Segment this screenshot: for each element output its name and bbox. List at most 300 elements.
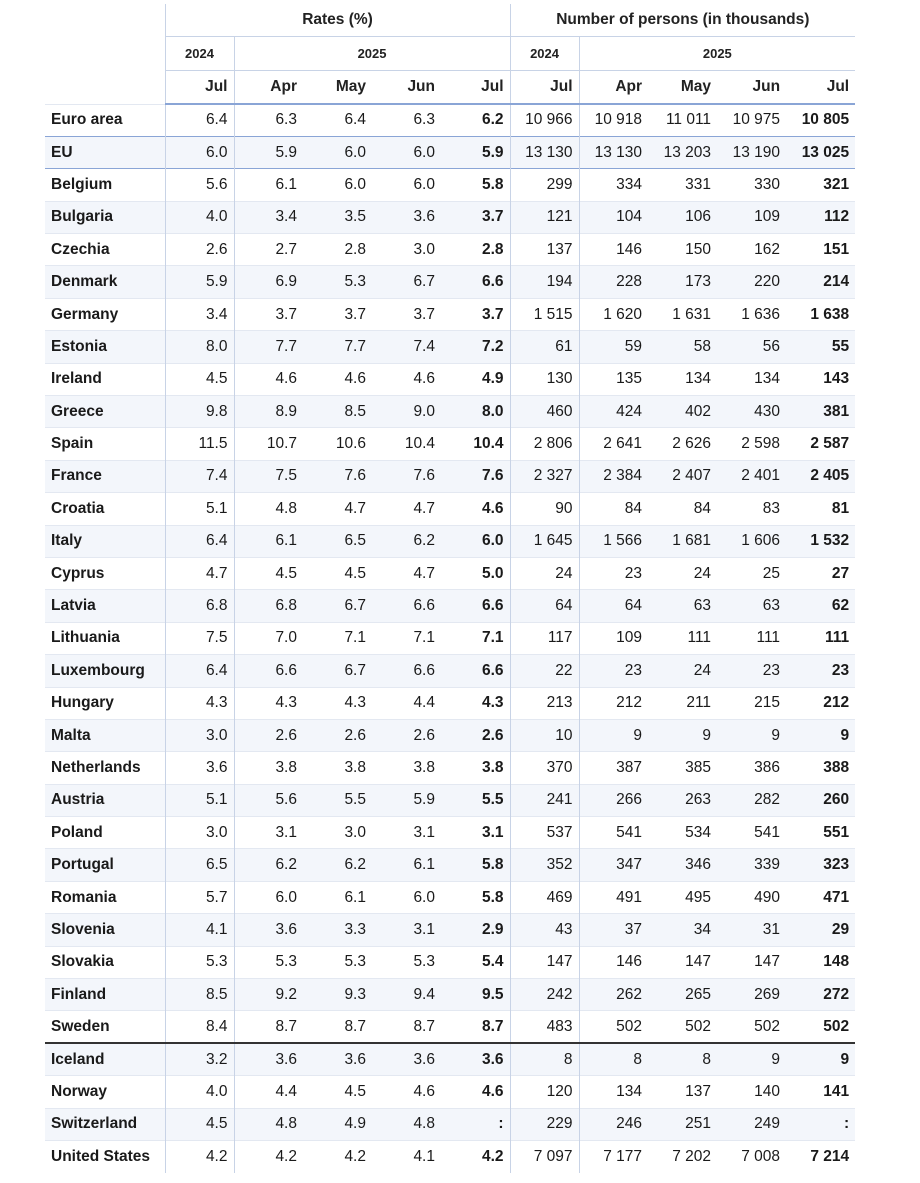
rate-cell: 4.9	[441, 363, 510, 395]
persons-cell: 1 566	[579, 525, 648, 557]
rate-cell: 4.2	[303, 1141, 372, 1173]
persons-cell: 13 025	[786, 136, 855, 168]
rate-cell: 5.6	[165, 169, 234, 201]
table-row	[45, 914, 855, 946]
persons-cell: 23	[717, 655, 786, 687]
rate-cell: 2.6	[303, 719, 372, 751]
persons-cell: 381	[786, 396, 855, 428]
rate-cell: 3.0	[372, 234, 441, 266]
rate-cell: 6.0	[372, 169, 441, 201]
persons-cell: 331	[648, 169, 717, 201]
persons-cell: 323	[786, 849, 855, 881]
persons-cell: 502	[786, 1011, 855, 1043]
persons-cell: 1 681	[648, 525, 717, 557]
persons-cell: 1 631	[648, 298, 717, 330]
persons-cell: 495	[648, 881, 717, 913]
rate-cell: 6.1	[372, 849, 441, 881]
persons-cell: 212	[786, 687, 855, 719]
persons-cell: 215	[717, 687, 786, 719]
rate-cell: 4.6	[303, 363, 372, 395]
rate-cell: 4.1	[165, 914, 234, 946]
persons-cell: 471	[786, 881, 855, 913]
table-row	[45, 784, 855, 816]
rate-cell: 4.2	[165, 1141, 234, 1173]
persons-cell: 229	[510, 1108, 579, 1140]
rate-cell: 2.6	[372, 719, 441, 751]
persons-cell: 130	[510, 363, 579, 395]
rate-cell: 6.2	[303, 849, 372, 881]
country-name: Malta	[45, 719, 165, 751]
persons-cell: 109	[717, 201, 786, 233]
country-name: Slovakia	[45, 946, 165, 978]
persons-cell: 55	[786, 331, 855, 363]
rate-cell: 3.0	[303, 817, 372, 849]
persons-cell: 9	[648, 719, 717, 751]
rate-cell: 3.8	[372, 752, 441, 784]
rate-cell: 4.6	[441, 1076, 510, 1108]
persons-cell: 9	[786, 1043, 855, 1075]
persons-cell: 83	[717, 493, 786, 525]
persons-cell: 104	[579, 201, 648, 233]
rate-cell: 6.5	[165, 849, 234, 881]
persons-cell: 8	[510, 1043, 579, 1075]
persons-cell: 8	[648, 1043, 717, 1075]
persons-cell: 272	[786, 979, 855, 1011]
rate-cell: 5.9	[372, 784, 441, 816]
persons-cell: 260	[786, 784, 855, 816]
rate-cell: 3.2	[165, 1043, 234, 1075]
persons-cell: 2 641	[579, 428, 648, 460]
table-row	[45, 266, 855, 298]
persons-cell: 10 975	[717, 104, 786, 136]
persons-cell: 117	[510, 622, 579, 654]
persons-cell: 9	[717, 1043, 786, 1075]
rate-cell: 6.0	[303, 136, 372, 168]
rate-cell: 6.6	[372, 590, 441, 622]
persons-cell: 112	[786, 201, 855, 233]
persons-cell: 109	[579, 622, 648, 654]
rate-cell: 3.4	[234, 201, 303, 233]
country-name: Denmark	[45, 266, 165, 298]
persons-cell: 387	[579, 752, 648, 784]
corner-cell	[45, 4, 165, 104]
table-row	[45, 1076, 855, 1108]
table-row	[45, 979, 855, 1011]
persons-cell: 27	[786, 557, 855, 589]
persons-cell: 59	[579, 331, 648, 363]
rates-month-header: Apr	[234, 70, 303, 104]
persons-cell: 7 177	[579, 1141, 648, 1173]
rate-cell: 6.2	[441, 104, 510, 136]
persons-cell: 241	[510, 784, 579, 816]
rate-cell: 4.7	[372, 493, 441, 525]
persons-cell: 29	[786, 914, 855, 946]
rate-cell: 3.1	[372, 914, 441, 946]
table-row	[45, 396, 855, 428]
rate-cell: 3.8	[303, 752, 372, 784]
rate-cell: 2.6	[441, 719, 510, 751]
rate-cell: 5.9	[234, 136, 303, 168]
rate-cell: 5.6	[234, 784, 303, 816]
persons-cell: 34	[648, 914, 717, 946]
rate-cell: 4.4	[234, 1076, 303, 1108]
rate-cell: 6.8	[234, 590, 303, 622]
rate-cell: 3.1	[441, 817, 510, 849]
country-name: Luxembourg	[45, 655, 165, 687]
persons-cell: 282	[717, 784, 786, 816]
persons-cell: 9	[786, 719, 855, 751]
persons-cell: 10 966	[510, 104, 579, 136]
rate-cell: 4.2	[234, 1141, 303, 1173]
rate-cell: 9.4	[372, 979, 441, 1011]
rate-cell: 2.8	[303, 234, 372, 266]
persons-cell: 251	[648, 1108, 717, 1140]
persons-cell: 1 532	[786, 525, 855, 557]
country-name: Cyprus	[45, 557, 165, 589]
persons-cell: 402	[648, 396, 717, 428]
rate-cell: 6.3	[372, 104, 441, 136]
persons-cell: 1 515	[510, 298, 579, 330]
unemployment-table-container	[45, 4, 855, 1173]
persons-cell: :	[786, 1108, 855, 1140]
country-name: Poland	[45, 817, 165, 849]
rate-cell: 8.7	[303, 1011, 372, 1043]
rate-cell: 5.9	[165, 266, 234, 298]
rate-cell: 3.6	[303, 1043, 372, 1075]
rate-cell: 9.2	[234, 979, 303, 1011]
rate-cell: 7.1	[441, 622, 510, 654]
persons-cell: 2 626	[648, 428, 717, 460]
rate-cell: 7.1	[303, 622, 372, 654]
table-row	[45, 557, 855, 589]
rate-cell: 4.3	[234, 687, 303, 719]
country-name: Austria	[45, 784, 165, 816]
rate-cell: 6.1	[234, 169, 303, 201]
rate-cell: 5.1	[165, 493, 234, 525]
country-name: Croatia	[45, 493, 165, 525]
persons-cell: 2 327	[510, 460, 579, 492]
persons-cell: 58	[648, 331, 717, 363]
rate-cell: 3.0	[165, 817, 234, 849]
rate-cell: 6.8	[165, 590, 234, 622]
rate-cell: 4.6	[372, 1076, 441, 1108]
country-name: Spain	[45, 428, 165, 460]
country-name: Netherlands	[45, 752, 165, 784]
rate-cell: 8.7	[234, 1011, 303, 1043]
persons-cell: 352	[510, 849, 579, 881]
table-row	[45, 719, 855, 751]
rate-cell: 9.0	[372, 396, 441, 428]
persons-cell: 63	[648, 590, 717, 622]
rate-cell: 4.2	[441, 1141, 510, 1173]
rate-cell: 4.5	[234, 557, 303, 589]
table-row	[45, 136, 855, 168]
rate-cell: 8.0	[165, 331, 234, 363]
rate-cell: 7.7	[234, 331, 303, 363]
rate-cell: 5.7	[165, 881, 234, 913]
persons-cell: 537	[510, 817, 579, 849]
persons-cell: 339	[717, 849, 786, 881]
persons-cell: 23	[579, 557, 648, 589]
persons-cell: 211	[648, 687, 717, 719]
table-row	[45, 201, 855, 233]
persons-cell: 24	[648, 655, 717, 687]
rate-cell: 6.6	[441, 655, 510, 687]
persons-cell: 8	[579, 1043, 648, 1075]
rate-cell: 6.0	[303, 169, 372, 201]
persons-cell: 63	[717, 590, 786, 622]
persons-cell: 13 130	[510, 136, 579, 168]
persons-cell: 37	[579, 914, 648, 946]
persons-cell: 265	[648, 979, 717, 1011]
rate-cell: 7.6	[441, 460, 510, 492]
rate-cell: 4.5	[303, 557, 372, 589]
rate-cell: 3.7	[372, 298, 441, 330]
table-row	[45, 1141, 855, 1173]
rate-cell: 3.6	[165, 752, 234, 784]
rate-cell: 3.7	[303, 298, 372, 330]
persons-year-2024: 2024	[510, 36, 579, 70]
rate-cell: 8.9	[234, 396, 303, 428]
rate-cell: 7.7	[303, 331, 372, 363]
rate-cell: 5.0	[441, 557, 510, 589]
persons-cell: 541	[579, 817, 648, 849]
rate-cell: 7.5	[234, 460, 303, 492]
persons-cell: 146	[579, 234, 648, 266]
table-header	[45, 4, 855, 104]
persons-cell: 269	[717, 979, 786, 1011]
persons-cell: 242	[510, 979, 579, 1011]
rate-cell: 6.0	[165, 136, 234, 168]
persons-cell: 7 202	[648, 1141, 717, 1173]
country-name: Slovenia	[45, 914, 165, 946]
rate-cell: 6.2	[234, 849, 303, 881]
persons-cell: 212	[579, 687, 648, 719]
persons-cell: 2 384	[579, 460, 648, 492]
table-row	[45, 104, 855, 136]
table-row	[45, 331, 855, 363]
persons-cell: 61	[510, 331, 579, 363]
persons-cell: 213	[510, 687, 579, 719]
persons-cell: 151	[786, 234, 855, 266]
persons-cell: 266	[579, 784, 648, 816]
persons-cell: 551	[786, 817, 855, 849]
rate-cell: 9.3	[303, 979, 372, 1011]
country-name: Sweden	[45, 1011, 165, 1043]
table-row	[45, 946, 855, 978]
persons-cell: 147	[648, 946, 717, 978]
rate-cell: 3.6	[441, 1043, 510, 1075]
persons-cell: 84	[648, 493, 717, 525]
rate-cell: 4.7	[165, 557, 234, 589]
table-row	[45, 428, 855, 460]
rate-cell: 4.3	[165, 687, 234, 719]
persons-cell: 491	[579, 881, 648, 913]
rate-cell: 8.7	[441, 1011, 510, 1043]
persons-group-header: Number of persons (in thousands)	[510, 4, 855, 36]
rate-cell: 6.4	[165, 104, 234, 136]
rate-cell: 6.7	[303, 590, 372, 622]
rate-cell: 4.6	[372, 363, 441, 395]
rate-cell: 4.8	[372, 1108, 441, 1140]
rate-cell: 6.2	[372, 525, 441, 557]
country-name: Iceland	[45, 1043, 165, 1075]
persons-year-2025: 2025	[579, 36, 855, 70]
table-row	[45, 525, 855, 557]
country-name: Ireland	[45, 363, 165, 395]
persons-cell: 140	[717, 1076, 786, 1108]
table-row	[45, 881, 855, 913]
rate-cell: 11.5	[165, 428, 234, 460]
rate-cell: 3.5	[303, 201, 372, 233]
rate-cell: 6.1	[234, 525, 303, 557]
country-name: Portugal	[45, 849, 165, 881]
persons-cell: 111	[648, 622, 717, 654]
persons-cell: 334	[579, 169, 648, 201]
rates-group-header: Rates (%)	[165, 4, 510, 36]
table-row	[45, 655, 855, 687]
rate-cell: 2.8	[441, 234, 510, 266]
persons-cell: 385	[648, 752, 717, 784]
rate-cell: 6.0	[234, 881, 303, 913]
persons-cell: 56	[717, 331, 786, 363]
rate-cell: 6.5	[303, 525, 372, 557]
rate-cell: 4.5	[303, 1076, 372, 1108]
rate-cell: 4.5	[165, 363, 234, 395]
persons-cell: 9	[579, 719, 648, 751]
rate-cell: 6.7	[372, 266, 441, 298]
rate-cell: 5.9	[441, 136, 510, 168]
persons-cell: 147	[717, 946, 786, 978]
table-body	[45, 104, 855, 1173]
table-row	[45, 590, 855, 622]
persons-cell: 370	[510, 752, 579, 784]
persons-cell: 134	[648, 363, 717, 395]
rate-cell: 6.0	[372, 881, 441, 913]
persons-cell: 2 587	[786, 428, 855, 460]
rate-cell: 5.4	[441, 946, 510, 978]
rate-cell: 6.4	[303, 104, 372, 136]
rate-cell: 6.6	[234, 655, 303, 687]
country-name: Bulgaria	[45, 201, 165, 233]
rate-cell: 2.6	[165, 234, 234, 266]
persons-cell: 228	[579, 266, 648, 298]
country-name: Belgium	[45, 169, 165, 201]
persons-cell: 483	[510, 1011, 579, 1043]
persons-cell: 84	[579, 493, 648, 525]
rates-month-header: Jun	[372, 70, 441, 104]
rate-cell: 3.7	[234, 298, 303, 330]
persons-cell: 111	[717, 622, 786, 654]
rate-cell: 3.0	[165, 719, 234, 751]
persons-cell: 7 097	[510, 1141, 579, 1173]
persons-cell: 10	[510, 719, 579, 751]
rate-cell: 4.9	[303, 1108, 372, 1140]
country-name: Greece	[45, 396, 165, 428]
persons-cell: 162	[717, 234, 786, 266]
persons-cell: 2 405	[786, 460, 855, 492]
persons-cell: 64	[579, 590, 648, 622]
persons-cell: 150	[648, 234, 717, 266]
persons-cell: 388	[786, 752, 855, 784]
country-name: Czechia	[45, 234, 165, 266]
table-row	[45, 687, 855, 719]
rates-month-header: Jul	[441, 70, 510, 104]
persons-cell: 106	[648, 201, 717, 233]
persons-cell: 10 805	[786, 104, 855, 136]
persons-cell: 141	[786, 1076, 855, 1108]
rate-cell: 10.4	[441, 428, 510, 460]
rate-cell: 7.1	[372, 622, 441, 654]
rate-cell: 8.0	[441, 396, 510, 428]
persons-cell: 134	[579, 1076, 648, 1108]
persons-cell: 31	[717, 914, 786, 946]
persons-cell: 299	[510, 169, 579, 201]
country-name: Hungary	[45, 687, 165, 719]
persons-cell: 262	[579, 979, 648, 1011]
persons-cell: 246	[579, 1108, 648, 1140]
country-name: Italy	[45, 525, 165, 557]
persons-month-header: Jun	[717, 70, 786, 104]
persons-cell: 7 008	[717, 1141, 786, 1173]
persons-cell: 2 598	[717, 428, 786, 460]
rate-cell: 6.4	[165, 525, 234, 557]
persons-cell: 148	[786, 946, 855, 978]
country-name: Euro area	[45, 104, 165, 136]
persons-cell: 424	[579, 396, 648, 428]
persons-cell: 502	[579, 1011, 648, 1043]
country-name: Norway	[45, 1076, 165, 1108]
rate-cell: 4.6	[441, 493, 510, 525]
rate-cell: 5.3	[165, 946, 234, 978]
rate-cell: 3.7	[441, 201, 510, 233]
rate-cell: 8.4	[165, 1011, 234, 1043]
rate-cell: 5.3	[234, 946, 303, 978]
rate-cell: :	[441, 1108, 510, 1140]
persons-cell: 13 130	[579, 136, 648, 168]
rate-cell: 3.1	[234, 817, 303, 849]
persons-cell: 9	[717, 719, 786, 751]
persons-cell: 24	[510, 557, 579, 589]
persons-cell: 541	[717, 817, 786, 849]
persons-cell: 1 620	[579, 298, 648, 330]
rate-cell: 3.6	[372, 1043, 441, 1075]
persons-cell: 1 645	[510, 525, 579, 557]
rate-cell: 6.1	[303, 881, 372, 913]
rate-cell: 9.8	[165, 396, 234, 428]
persons-month-header: Jul	[786, 70, 855, 104]
rate-cell: 5.5	[441, 784, 510, 816]
country-name: EU	[45, 136, 165, 168]
rate-cell: 8.5	[303, 396, 372, 428]
rate-cell: 3.6	[372, 201, 441, 233]
rate-cell: 10.4	[372, 428, 441, 460]
persons-cell: 111	[786, 622, 855, 654]
persons-cell: 534	[648, 817, 717, 849]
persons-cell: 330	[717, 169, 786, 201]
rate-cell: 3.8	[441, 752, 510, 784]
rate-cell: 7.0	[234, 622, 303, 654]
persons-cell: 7 214	[786, 1141, 855, 1173]
rate-cell: 3.6	[234, 914, 303, 946]
persons-cell: 10 918	[579, 104, 648, 136]
persons-cell: 13 203	[648, 136, 717, 168]
persons-cell: 2 401	[717, 460, 786, 492]
persons-month-header: May	[648, 70, 717, 104]
rate-cell: 4.3	[303, 687, 372, 719]
rate-cell: 5.8	[441, 881, 510, 913]
rate-cell: 4.8	[234, 1108, 303, 1140]
